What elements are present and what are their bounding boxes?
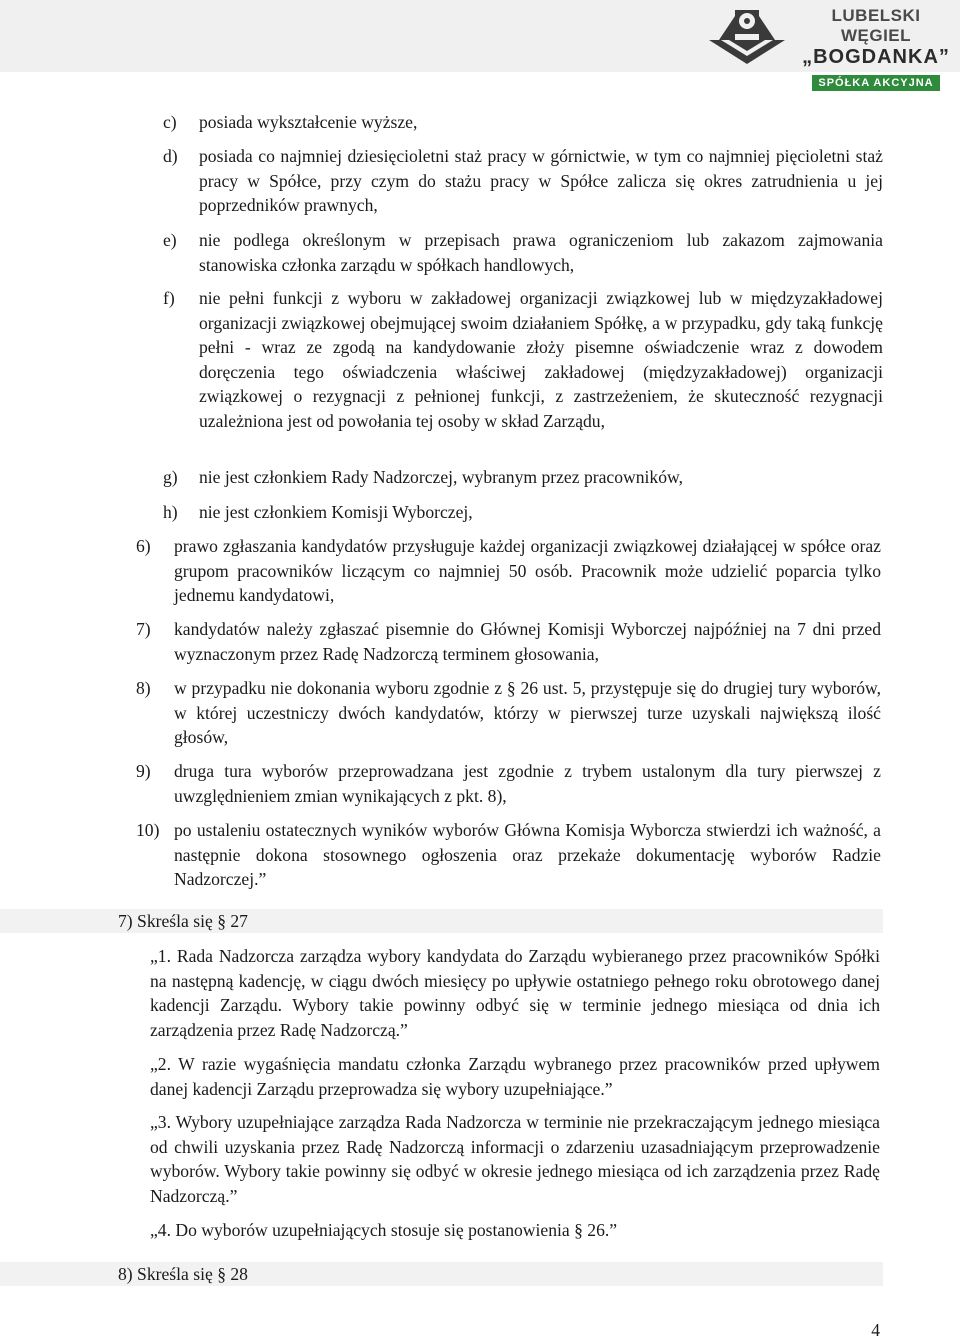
quote-paragraph: „1. Rada Nadzorcza zarządza wybory kandydata do Zarządu wybieranego przez pracowników Spółki na następną kadencję, w ciągu dwóch miesięcy po upływie ostatniego pełnego roku obrotowego danej kadencji Zarządu. Wybory takie powinny odbyć się w terminie jednego miesiąca od dnia ich zarządzenia przez Radę Nadzorczą.” xyxy=(150,946,880,1040)
list-item xyxy=(163,228,883,277)
item-text: posiada wykształcenie wyższe, xyxy=(199,112,418,132)
item-text: nie jest członkiem Rady Nadzorczej, wybranym przez pracowników, xyxy=(199,467,683,487)
quote-paragraph: „3. Wybory uzupełniające zarządza Rada Nadzorcza w terminie nie przekraczającym jednego miesiąca od chwili uzyskania przez Radę Nadzorczą informacji o zdarzeniu uzasadniającym przeprowadzenie wyborów. Wybory takie powinny się odbyć w okresie jednego miesiąca od ich zarządzenia przez Radę Nadzorczą.” xyxy=(150,1112,880,1206)
item-label: e) xyxy=(163,230,177,250)
item-text: posiada co najmniej dziesięcioletni staż pracy w górnictwie, w tym co najmniej pięcioletni staż pracy w Spółce, przy czym do stażu pracy w Spółce zalicza się okres zatrudnienia u jej poprzedników prawnych, xyxy=(199,146,883,215)
page-header xyxy=(0,0,960,89)
item-text: prawo zgłaszania kandydatów przysługuje każdej organizacji związkowej działającej w spółce oraz grupom pracowników liczącym co najmniej 50 osób. Pracownik może udzielić poparcia tylko jednemu kandydatowi, xyxy=(174,536,881,605)
item-text: druga tura wyborów przeprowadzana jest zgodnie z trybem ustalonym dla tury pierwszej z uwzględnieniem zmian wynikających z pkt. 8), xyxy=(174,761,881,806)
item-text: w przypadku nie dokonania wyboru zgodnie z § 26 ust. 5, przystępuje się do drugiej tury wyborów, w której uczestniczy dwóch kandydatów, którzy w pierwszej turze uzyskali największą ilość głosów, xyxy=(174,678,881,747)
section-heading-text: 7) Skreśla się § 27 xyxy=(118,911,248,931)
item-label: 9) xyxy=(136,761,151,781)
item-text: po ustaleniu ostatecznych wyników wyborów Główna Komisja Wyborcza stwierdzi ich ważność, a następnie dokona stosownego ogłoszenia oraz przekaże dokumentację wyborów Radzie Nadzorczej.” xyxy=(174,820,881,889)
mine-tower-logo-icon xyxy=(705,6,789,64)
quote-paragraph: „2. W razie wygaśnięcia mandatu członka Zarządu wybranego przez pracowników przed upływem danej kadencji Zarządu przeprowadza się wybory uzupełniające.” xyxy=(150,1054,880,1099)
section-heading-text: 8) Skreśla się § 28 xyxy=(118,1264,248,1284)
list-item xyxy=(136,617,881,666)
item-label: d) xyxy=(163,146,178,166)
section-heading-7 xyxy=(0,909,883,933)
item-text: nie jest członkiem Komisji Wyborczej, xyxy=(199,502,473,522)
company-logo xyxy=(796,6,956,93)
list-item xyxy=(163,465,883,490)
quote-paragraph: „4. Do wyborów uzupełniających stosuje się postanowienia § 26.” xyxy=(150,1220,618,1240)
item-text: nie podlega określonym w przepisach prawa ograniczeniom lub zakazom zajmowania stanowiska członka zarządu w spółkach handlowych, xyxy=(199,230,883,275)
list-item xyxy=(136,534,881,608)
list-item xyxy=(163,500,883,525)
list-item xyxy=(136,818,881,892)
logo-line3: SPÓŁKA AKCYJNA xyxy=(812,75,939,91)
logo-line2: „BOGDANKA” xyxy=(802,46,950,68)
item-label: 7) xyxy=(136,619,151,639)
list-item xyxy=(163,110,883,135)
item-text: nie pełni funkcji z wyboru w zakładowej organizacji związkowej lub w międzyzakładowej organizacji związkowej obejmującej swoim działaniem Spółkę, a w przypadku, gdy taką funkcję pełni - wraz ze zgodą na kandydowanie złoży pisemne oświadczenie wraz z dowodem doręczenia tego oświadczenia właściwej zakładowej (międzyzakładowej) organizacji związkowej o rezygnacji z pełnionej funkcji, z zastrzeżeniem, że skuteczność rezygnacji uzależniona jest od powołania tej osoby w skład Zarządu, xyxy=(199,288,883,431)
item-text: kandydatów należy zgłaszać pisemnie do Głównej Komisji Wyborczej najpóźniej na 7 dni przed wyznaczonym przez Radę Nadzorczą terminem głosowania, xyxy=(174,619,881,664)
list-item xyxy=(163,144,883,218)
item-label: f) xyxy=(163,288,175,308)
page-number: 4 xyxy=(871,1320,880,1340)
item-label: h) xyxy=(163,502,178,522)
list-item xyxy=(136,676,881,750)
list-item xyxy=(136,759,881,808)
list-item xyxy=(163,286,883,433)
section-heading-8 xyxy=(0,1262,883,1286)
item-label: 8) xyxy=(136,678,151,698)
item-label: 10) xyxy=(136,820,160,840)
item-label: g) xyxy=(163,467,178,487)
logo-line1: LUBELSKI WĘGIEL xyxy=(831,6,921,45)
item-label: c) xyxy=(163,112,177,132)
item-label: 6) xyxy=(136,536,151,556)
